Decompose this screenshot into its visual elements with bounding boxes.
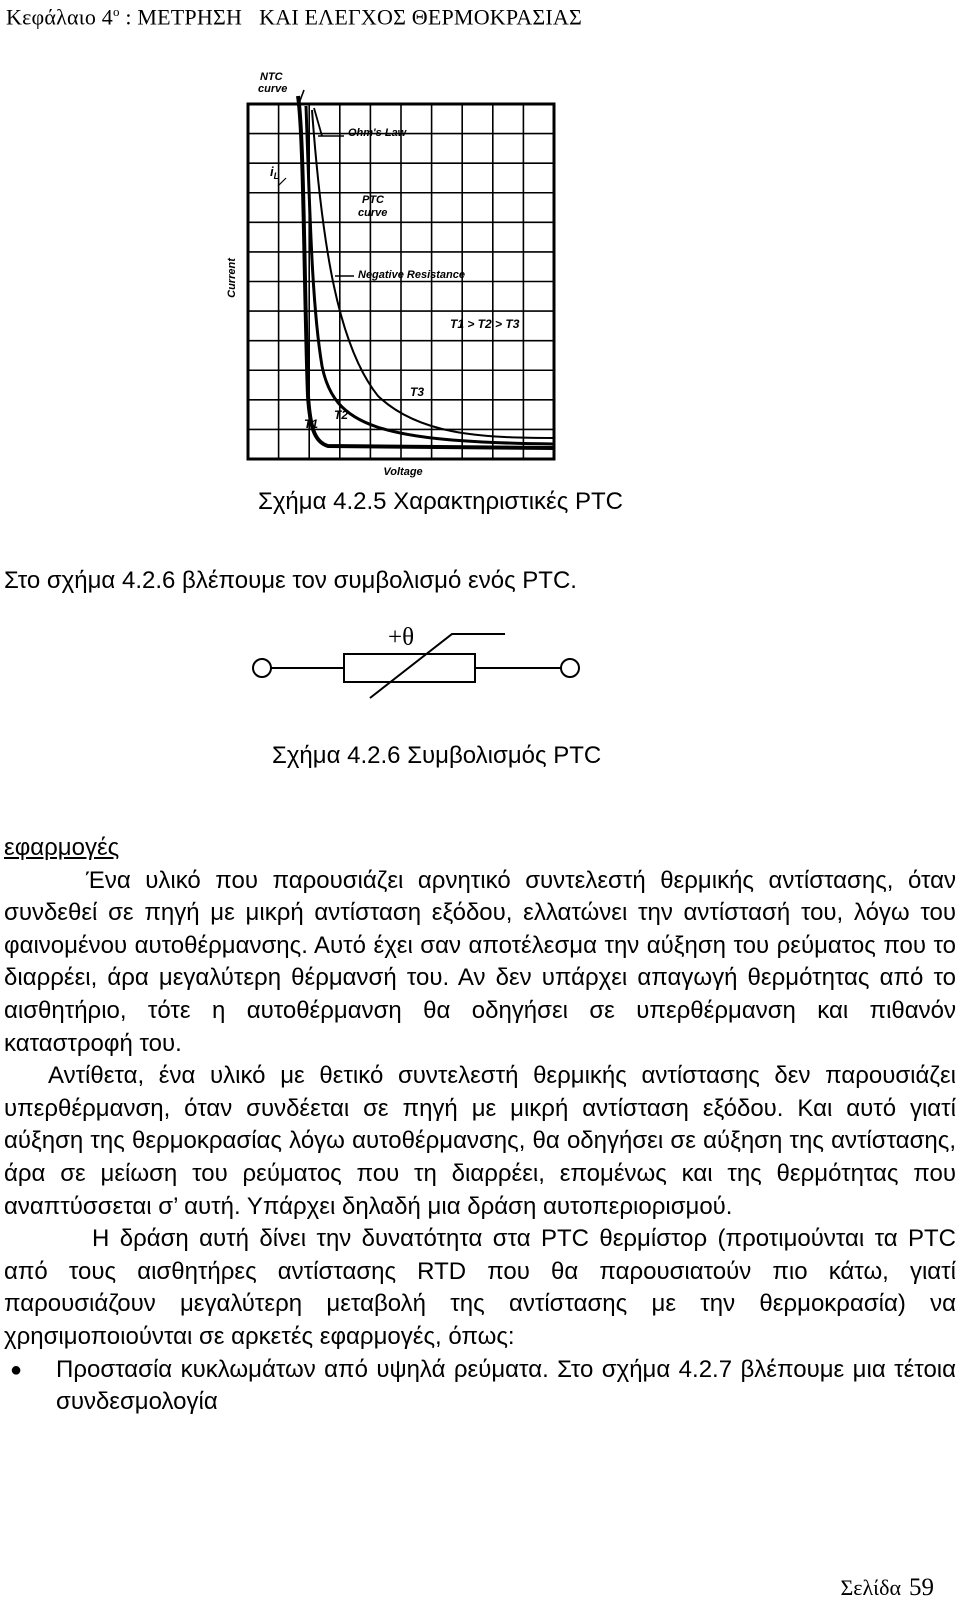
- x-axis-label: Voltage: [383, 466, 423, 478]
- terminal-right-icon: [561, 659, 579, 677]
- paragraph-2: Αντίθετα, ένα υλικό με θετικό συντελεστή θερμικής αντίστασης δεν παρουσιάζει υπερθέρμανση, όταν συνδέεται σε πηγή με μικρή αντίσταση εξόδου. Και αυτό γιατί αύξηση της θερμοκρασίας λόγω αυτοθέρμανσης, θα οδηγήσει σε αύξηση της αντίστασης, άρα σε μείωση του ρεύματος που τη διαρρέει, επομένως και της θερμότητας που αναπτύσσεται σ’ αυτή. Υπάρχει δηλαδή μια δράση αυτοπεριορισμού.: [4, 1062, 956, 1220]
- terminal-left-icon: [253, 659, 271, 677]
- thermal-slash-icon: [370, 634, 505, 698]
- figure-4-2-6-caption: Σχήμα 4.2.6 Συμβολισμός PTC: [272, 742, 602, 769]
- body-text: [4, 832, 956, 1419]
- ptc-symbol: [240, 620, 600, 700]
- intro-paragraph: Στο σχήμα 4.2.6 βλέπουμε τον συμβολισμό ενός PTC.: [4, 567, 577, 594]
- t3-label: T3: [410, 385, 425, 399]
- chapter-prefix: Κεφάλαιο 4: [6, 4, 113, 30]
- thermal-coefficient-label: +θ: [388, 624, 415, 651]
- chapter-title: : ΜΕΤΡΗΣΗ ΚΑΙ ΕΛΕΓΧΟΣ ΘΕΡΜΟΚΡΑΣΙΑΣ: [119, 4, 583, 30]
- t1-label: T1: [304, 417, 319, 431]
- ohms-law-line: [314, 108, 322, 136]
- bullet-item: [4, 1354, 956, 1419]
- page-footer: [840, 1574, 934, 1602]
- il-label: $i_L$: [270, 164, 280, 181]
- y-axis-label: Current: [226, 258, 238, 298]
- page-label: Σελίδα: [840, 1575, 901, 1600]
- page-number: 59: [909, 1574, 934, 1601]
- chapter-header: [6, 4, 582, 30]
- ntc-label-2: curve: [258, 83, 288, 95]
- ohms-law-label: Ohm's Law: [348, 127, 407, 139]
- ntc-label-1: NTC: [260, 71, 283, 83]
- chapter-superscript: ο: [112, 4, 120, 19]
- paragraph-1: Ένα υλικό που παρουσιάζει αρνητικό συντελεστή θερμικής αντίστασης, όταν συνδεθεί σε πηγή με μικρή αντίσταση εξόδου, ελλατώνει την αντίστασή του, λόγω του φαινομένου αυτοθέρμανσης. Αυτό έχει σαν αποτέλεσμα την αύξηση του ρεύματος που το διαρρέει, άρα μεγαλύτερη θέρμανσή του. Αν δεν υπάρχει απαγωγή θερμότητας από το αισθητήριο, τότε η αυτοθέρμανση θα οδηγήσει σε υπερθέρμανση και πιθανόν καταστροφή του.: [4, 866, 956, 1057]
- paragraph-3: Η δράση αυτή δίνει την δυνατότητα στα PTC θερμίστορ (προτιμούνται τα PTC από τους αισθητήρες αντίστασης RTD που θα παρουσιατούν πιο κάτω, γιατί παρουσιάζουν μεγαλύτερη μεταβολή της αντίστασης με την θερμοκρασία) να χρησιμοποιούνται σε αρκετές εφαρμογές, όπως:: [4, 1225, 956, 1350]
- negative-resistance-label: Negative Resistance: [358, 269, 465, 281]
- temperature-order-label: T1 > T2 > T3: [450, 317, 520, 331]
- bullet-text: Προστασία κυκλωμάτων από υψηλά ρεύματα. Στο σχήμα 4.2.7 βλέπουμε μια τέτοια συνδεσμολογία: [56, 1355, 956, 1416]
- bullet-icon: ●: [10, 1358, 23, 1381]
- ptc-characteristics-chart: [218, 66, 563, 484]
- chart-grid: [248, 104, 554, 459]
- figure-4-2-5-caption: Σχήμα 4.2.5 Χαρακτηριστικές PTC: [258, 488, 623, 515]
- ptc-label-2: curve: [358, 207, 388, 219]
- t2-label: T2: [334, 408, 349, 422]
- ptc-label-1: PTC: [362, 194, 384, 206]
- section-heading: εφαρμογές: [4, 834, 120, 861]
